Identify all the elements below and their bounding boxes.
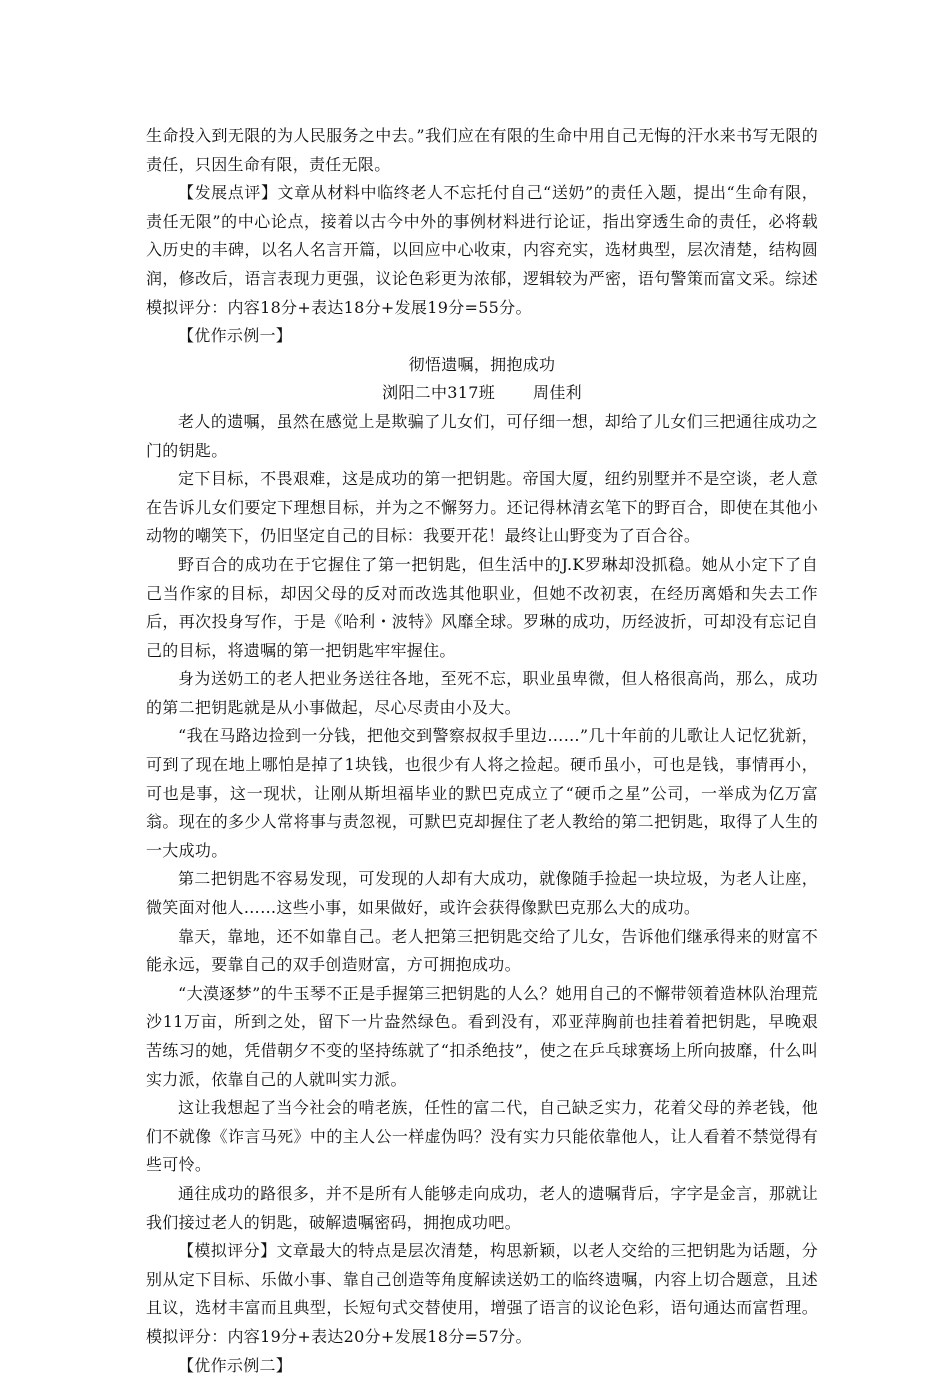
opening-paragraph: 生命投入到无限的为人民服务之中去。”我们应在有限的生命中用自己无悔的汗水来书写无限的责任，只因生命有限，责任无限。 [146, 126, 818, 174]
essay-paragraph: 这让我想起了当今社会的啃老族，任性的富二代，自己缺乏实力，花着父母的养老钱，他们不就像《诈言马死》中的主人公一样虚伪吗？没有实力只能依靠他人，让人看着不禁觉得有些可怜。 [146, 1098, 818, 1175]
essay-paragraph: “我在马路边捡到一分钱，把他交到警察叔叔手里边……”几十年前的儿歌让人记忆犹新，可到了现在地上哪怕是掉了1块钱，也很少有人将之捡起。硬币虽小，可也是钱，事情再小，可也是事，这一现状，让刚从斯坦福毕业的默巴克成立了“硬币之星”公司，一举成为亿万富翁。现在的多少人常将事与责忽视，可默巴克却握住了老人教给的第二把钥匙，取得了人生的一大成功。 [146, 726, 818, 860]
essay-paragraph: 定下目标，不畏艰难，这是成功的第一把钥匙。帝国大厦，纽约别墅并不是空谈，老人意在告诉儿女们要定下理想目标，并为之不懈努力。还记得林清玄笔下的野百合，即使在其他小动物的嘲笑下，仍旧坚定自己的目标：我要开花！最终让山野变为了百合谷。 [146, 469, 818, 546]
essay-title: 彻悟遗嘱，拥抱成功 [408, 354, 556, 374]
essay-paragraph: 老人的遗嘱，虽然在感觉上是欺骗了儿女们，可仔细一想，却给了儿女们三把通往成功之门的钥匙。 [146, 411, 818, 460]
scoring-comment: 【模拟评分】文章最大的特点是层次清楚，构思新颖，以老人交给的三把钥匙为话题，分别从定下目标、乐做小事、靠自己创造等角度解读送奶工的临终遗嘱，内容上切合题意，且述且议，选材丰富而且典型，长短句式交替使用，增强了语言的议论色彩，语句通达而富哲理。模拟评分：内容19分+表达20分+发展18分=57分。 [146, 1241, 818, 1346]
essay-paragraph: 靠天，靠地，还不如靠自己。老人把第三把钥匙交给了儿女，告诉他们继承得来的财富不能永远，要靠自己的双手创造财富，方可拥抱成功。 [146, 926, 818, 975]
essay-paragraph: 通往成功的路很多，并不是所有人能够走向成功，老人的遗嘱背后，字字是金言，那就让我们接过老人的钥匙，破解遗嘱密码，拥抱成功吧。 [146, 1183, 818, 1232]
example-two-label: 【优作示例二】 [178, 1355, 293, 1375]
essay-paragraph: 野百合的成功在于它握住了第一把钥匙，但生活中的J.K罗琳却没抓稳。她从小定下了自己当作家的目标，却因父母的反对而改选其他职业，但她不改初衷，在经历离婚和失去工作后，再次投身写作，于是《哈利・波特》风靡全球。罗琳的成功，历经波折，可却没有忘记自己的目标，将遗嘱的第一把钥匙牢牢握住。 [146, 554, 818, 660]
essay-paragraph: “大漠逐梦”的牛玉琴不正是手握第三把钥匙的人么？她用自己的不懈带领着造林队治理荒沙11万亩，所到之处，留下一片盎然绿色。看到没有，邓亚萍胸前也挂着着把钥匙，早晚艰苦练习的她，凭借朝夕不变的坚持练就了“扣杀绝技”，使之在乒乓球赛场上所向披靡，什么叫实力派，依靠自己的人就叫实力派。 [146, 983, 818, 1089]
essay-paragraph: 身为送奶工的老人把业务送往各地，至死不忘，职业虽卑微，但人格很高尚，那么，成功的第二把钥匙就是从小事做起，尽心尽责由小及大。 [146, 669, 818, 717]
essay-paragraph: 第二把钥匙不容易发现，可发现的人却有大成功，就像随手捡起一块垃圾，为老人让座，微笑面对他人……这些小事，如果做好，或许会获得像默巴克那么大的成功。 [146, 869, 818, 918]
document-page [146, 122, 818, 1380]
essay-school: 浏阳二中317班 [382, 383, 496, 403]
example-one-label: 【优作示例一】 [178, 326, 293, 346]
essay-author: 周佳利 [533, 383, 582, 403]
development-comment: 【发展点评】文章从材料中临终老人不忘托付自己“送奶”的责任入题，提出“生命有限，责任无限”的中心论点，接着以古今中外的事例材料进行论证，指出穿透生命的责任，必将载入历史的丰碑，以名人名言开篇，以回应中心收束，内容充实，选材典型，层次清楚，结构圆润，修改后，语言表现力更强，议论色彩更为浓郁，逻辑较为严密，语句警策而富文采。综述模拟评分：内容18分+表达18分+发展19分=55分。 [146, 183, 818, 317]
essay-byline [146, 379, 818, 408]
